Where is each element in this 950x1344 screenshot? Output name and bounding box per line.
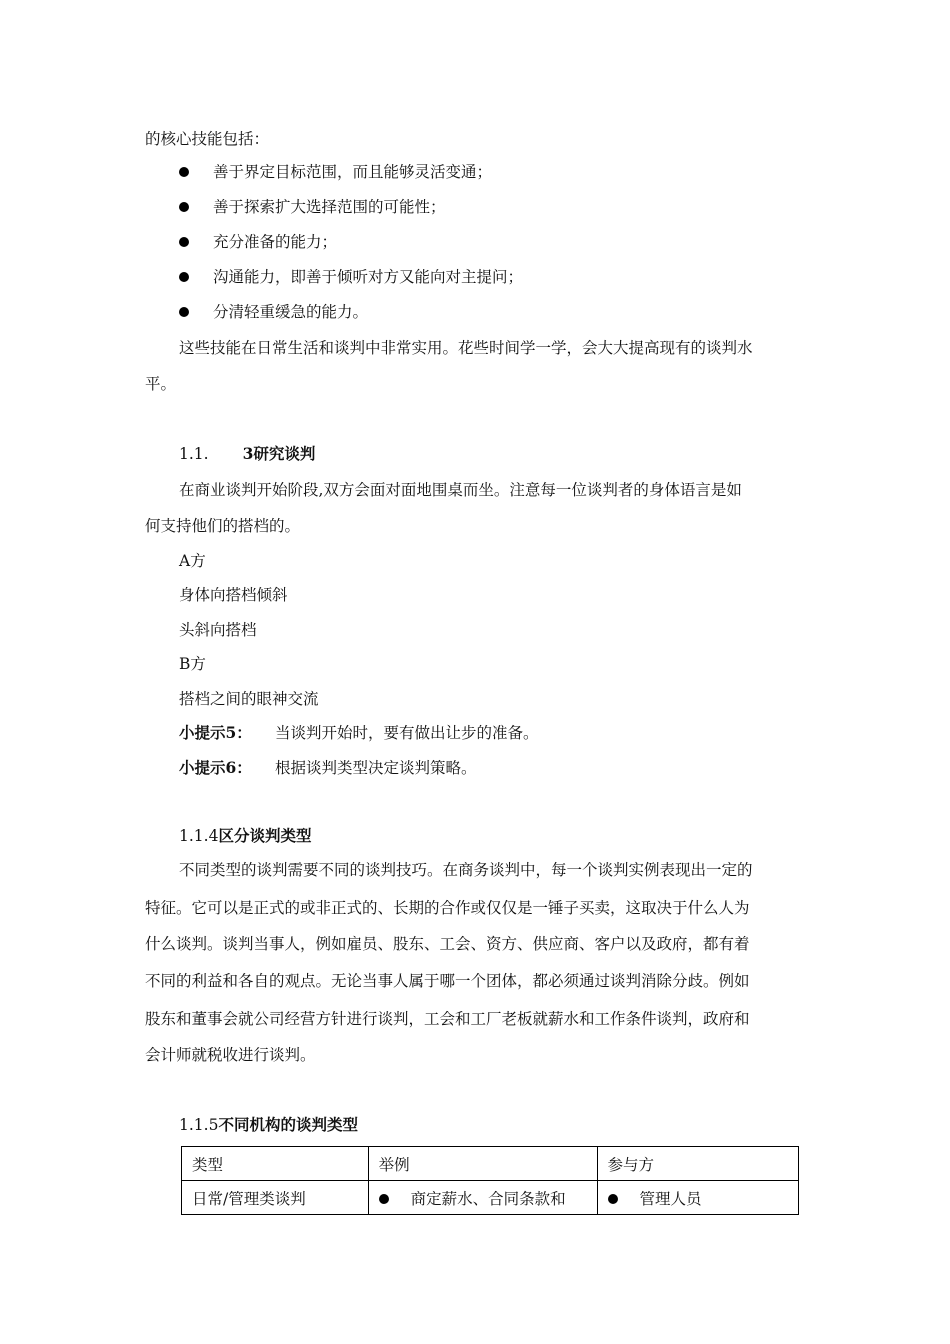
paragraph-line: 不同的利益和各自的观点。无论当事人属于哪一个团体，都必须通过谈判消除分歧。例如 — [145, 972, 750, 990]
negotiation-types-table — [181, 1146, 799, 1215]
table-header-cell: 类型 — [182, 1147, 369, 1181]
table-cell — [597, 1181, 798, 1215]
bullet-icon — [179, 202, 189, 212]
cell-text: 商定薪水、合同条款和 — [410, 1189, 566, 1208]
paragraph-line: 何支持他们的搭档的。 — [145, 517, 301, 535]
body-language-item: 头斜向搭档 — [179, 621, 257, 639]
summary-line: 平。 — [145, 375, 177, 393]
tip-text: 当谈判开始时，要有做出让步的准备。 — [275, 724, 539, 742]
table-cell — [368, 1181, 597, 1215]
section-title: 不同机构的谈判类型 — [218, 1115, 358, 1134]
body-language-item: 身体向搭档倾斜 — [179, 586, 288, 604]
bullet-icon — [379, 1194, 389, 1204]
tip-label: 小提示5： — [179, 723, 252, 742]
bullet-icon — [179, 167, 189, 177]
bullet-icon — [608, 1194, 618, 1204]
paragraph-line: 股东和董事会就公司经营方针进行谈判，工会和工厂老板就薪水和工作条件谈判，政府和 — [145, 1010, 750, 1028]
summary-line: 这些技能在日常生活和谈判中非常实用。花些时间学一学，会大大提高现有的谈判水 — [179, 339, 753, 357]
skill-text: 沟通能力，即善于倾听对方又能向对主提问； — [213, 268, 524, 286]
skill-text: 善于探索扩大选择范围的可能性； — [213, 198, 446, 216]
table-row — [182, 1181, 799, 1215]
skill-item — [179, 232, 338, 252]
skill-item — [179, 162, 493, 182]
paragraph-line: 在商业谈判开始阶段,双方会面对面地围桌而坐。注意每一位谈判者的身体语言是如 — [179, 481, 742, 499]
skill-item — [179, 302, 369, 322]
table-header-row — [182, 1147, 799, 1181]
paragraph-line: 特征。它可以是正式的或非正式的、长期的合作或仅仅是一锤子买卖，这取决于什么人为 — [145, 899, 750, 917]
body-language-item: 搭档之间的眼神交流 — [179, 690, 319, 708]
section-title: 区分谈判类型 — [218, 826, 312, 845]
table-cell: 日常/管理类谈判 — [182, 1181, 369, 1215]
skill-item — [179, 267, 524, 287]
section-title: 3研究谈判 — [242, 444, 316, 463]
paragraph-line: 什么谈判。谈判当事人，例如雇员、股东、工会、资方、供应商、客户以及政府，都有着 — [145, 935, 750, 953]
section-heading — [179, 1115, 358, 1135]
cell-text: 管理人员 — [639, 1189, 702, 1208]
section-number: 1.1. — [179, 445, 209, 463]
section-number: 1.1.4 — [179, 827, 219, 845]
section-heading — [179, 444, 315, 464]
tip-text: 根据谈判类型决定谈判策略。 — [275, 759, 477, 777]
party-label: B方 — [179, 655, 206, 673]
party-label: A方 — [179, 552, 206, 570]
intro-tail: 的核心技能包括： — [145, 130, 270, 148]
bullet-icon — [179, 272, 189, 282]
skill-text: 分清轻重缓急的能力。 — [213, 303, 369, 321]
tip — [179, 723, 539, 743]
table-header-cell: 参与方 — [597, 1147, 798, 1181]
section-heading — [179, 826, 311, 846]
skill-text: 充分准备的能力； — [213, 233, 338, 251]
skill-item — [179, 197, 446, 217]
tip — [179, 758, 477, 778]
bullet-icon — [179, 307, 189, 317]
tip-label: 小提示6： — [179, 758, 252, 777]
bullet-icon — [179, 237, 189, 247]
section-number: 1.1.5 — [179, 1116, 219, 1134]
paragraph-line: 会计师就税收进行谈判。 — [145, 1046, 316, 1064]
paragraph-line: 不同类型的谈判需要不同的谈判技巧。在商务谈判中，每一个谈判实例表现出一定的 — [179, 861, 753, 879]
table-header-cell: 举例 — [368, 1147, 597, 1181]
skill-text: 善于界定目标范围，而且能够灵活变通； — [213, 163, 493, 181]
